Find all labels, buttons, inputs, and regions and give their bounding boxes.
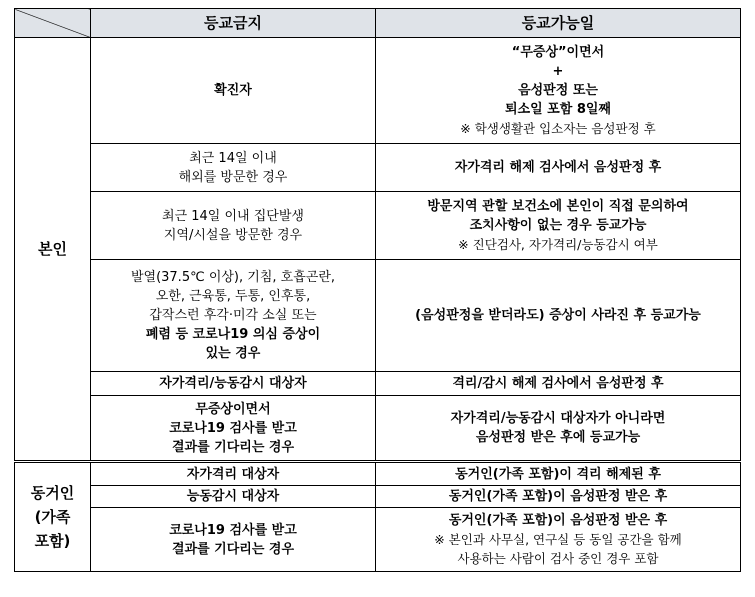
group-household-label: 동거인 (가족 포함) <box>30 484 75 550</box>
school-attendance-table <box>14 8 741 572</box>
row-household-quarantine-right: 동거인(가족 포함)이 격리 해제된 후 <box>376 462 741 486</box>
row-confirmed-right: “무증상”이면서 + 음성판정 또는 퇴소일 포함 8일째 ※ 학생생활관 입소자는 음성판정 후 <box>376 38 741 144</box>
row-household-monitoring <box>15 486 741 508</box>
row-quarantine-right: 격리/감시 해제 검사에서 음성판정 후 <box>376 372 741 396</box>
row-cluster-left: 최근 14일 이내 집단발생 지역/시설을 방문한 경우 <box>91 192 376 260</box>
row-symptoms-right: (음성판정을 받더라도) 증상이 사라진 후 등교가능 <box>376 260 741 372</box>
row-awaiting-test <box>15 396 741 462</box>
row-household-monitoring-left: 능동감시 대상자 <box>91 486 376 508</box>
row-confirmed <box>15 38 741 144</box>
row-symptoms-left: 발열(37.5℃ 이상), 기침, 호흡곤란, 오한, 근육통, 두통, 인후통, 갑작스런 후각·미각 소실 또는 폐렴 등 코로나19 의심 증상이 있는 경우 <box>91 260 376 372</box>
group-self: 본인 <box>15 38 91 462</box>
row-quarantine <box>15 372 741 396</box>
row-awaiting-test-left: 무증상이면서 코로나19 검사를 받고 결과를 기다리는 경우 <box>91 396 376 462</box>
row-household-quarantine-left: 자가격리 대상자 <box>91 462 376 486</box>
row-quarantine-left: 자가격리/능동감시 대상자 <box>91 372 376 396</box>
row-household-awaiting-right: 동거인(가족 포함)이 음성판정 받은 후 ※ 본인과 사무실, 연구실 등 동일 공간을 함께 사용하는 사람이 검사 중인 경우 포함 <box>376 508 741 572</box>
row-symptoms <box>15 260 741 372</box>
row-overseas-left: 최근 14일 이내 해외를 방문한 경우 <box>91 144 376 192</box>
header-row <box>15 9 741 38</box>
header-no-attendance: 등교금지 <box>91 9 376 38</box>
row-household-quarantine <box>15 462 741 486</box>
row-cluster <box>15 192 741 260</box>
row-overseas <box>15 144 741 192</box>
row-awaiting-test-right: 자가격리/능동감시 대상자가 아니라면 음성판정 받은 후에 등교가능 <box>376 396 741 462</box>
row-overseas-right: 자가격리 해제 검사에서 음성판정 후 <box>376 144 741 192</box>
row-confirmed-left: 확진자 <box>91 38 376 144</box>
header-attendance-date: 등교가능일 <box>376 9 741 38</box>
row-household-awaiting <box>15 508 741 572</box>
row-household-awaiting-left: 코로나19 검사를 받고 결과를 기다리는 경우 <box>91 508 376 572</box>
group-household <box>15 462 91 572</box>
row-household-monitoring-right: 동거인(가족 포함)이 음성판정 받은 후 <box>376 486 741 508</box>
corner-cell <box>15 9 91 38</box>
row-cluster-right: 방문지역 관할 보건소에 본인이 직접 문의하여 조치사항이 없는 경우 등교가능 ※ 진단검사, 자가격리/능동감시 여부 <box>376 192 741 260</box>
